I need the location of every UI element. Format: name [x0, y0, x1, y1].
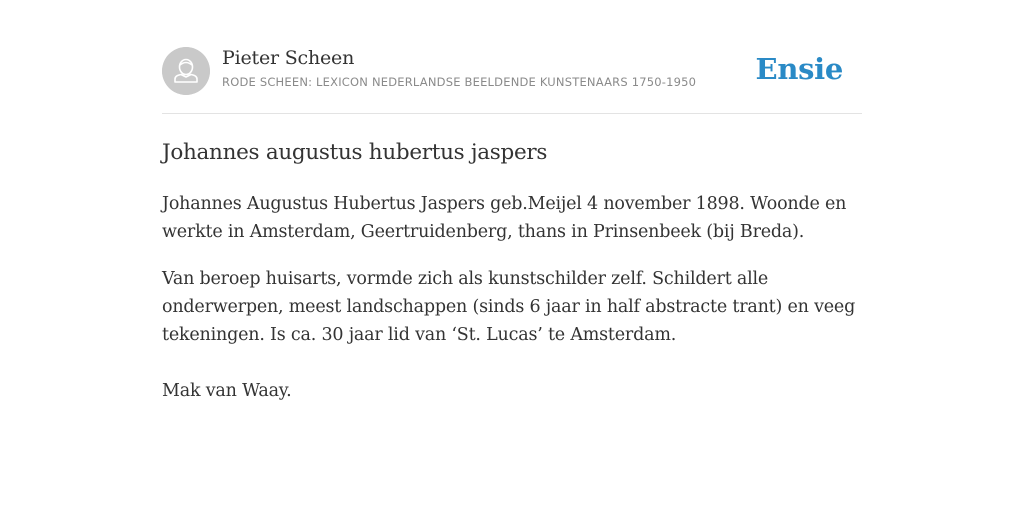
article-header	[162, 46, 862, 96]
article-title: Johannes augustus hubertus jaspers	[162, 140, 548, 165]
article-source-credit: Mak van Waay.	[162, 381, 292, 401]
article-paragraph: Van beroep huisarts, vormde zich als kunstschilder zelf. Schildert alle onderwerpen, meest landschappen (sinds 6 jaar in half abstracte trant) en veeg tekeningen. Is ca. 30 jaar lid van ‘St. Lucas’ te Amsterdam.	[162, 269, 856, 345]
article-paragraph: Johannes Augustus Hubertus Jaspers geb.Meijel 4 november 1898. Woonde en werkte in Amsterdam, Geertruidenberg, thans in Prinsenbeek (bij Breda).	[162, 194, 847, 242]
header-divider	[162, 113, 862, 114]
author-name-link[interactable]: Pieter Scheen	[222, 47, 355, 69]
user-avatar-icon[interactable]	[162, 47, 210, 95]
page	[162, 0, 862, 512]
ensie-logo-link[interactable]: Ensie	[755, 52, 843, 86]
source-name-link[interactable]: RODE SCHEEN: LEXICON NEDERLANDSE BEELDENDE KUNSTENAARS 1750-1950	[222, 75, 697, 89]
